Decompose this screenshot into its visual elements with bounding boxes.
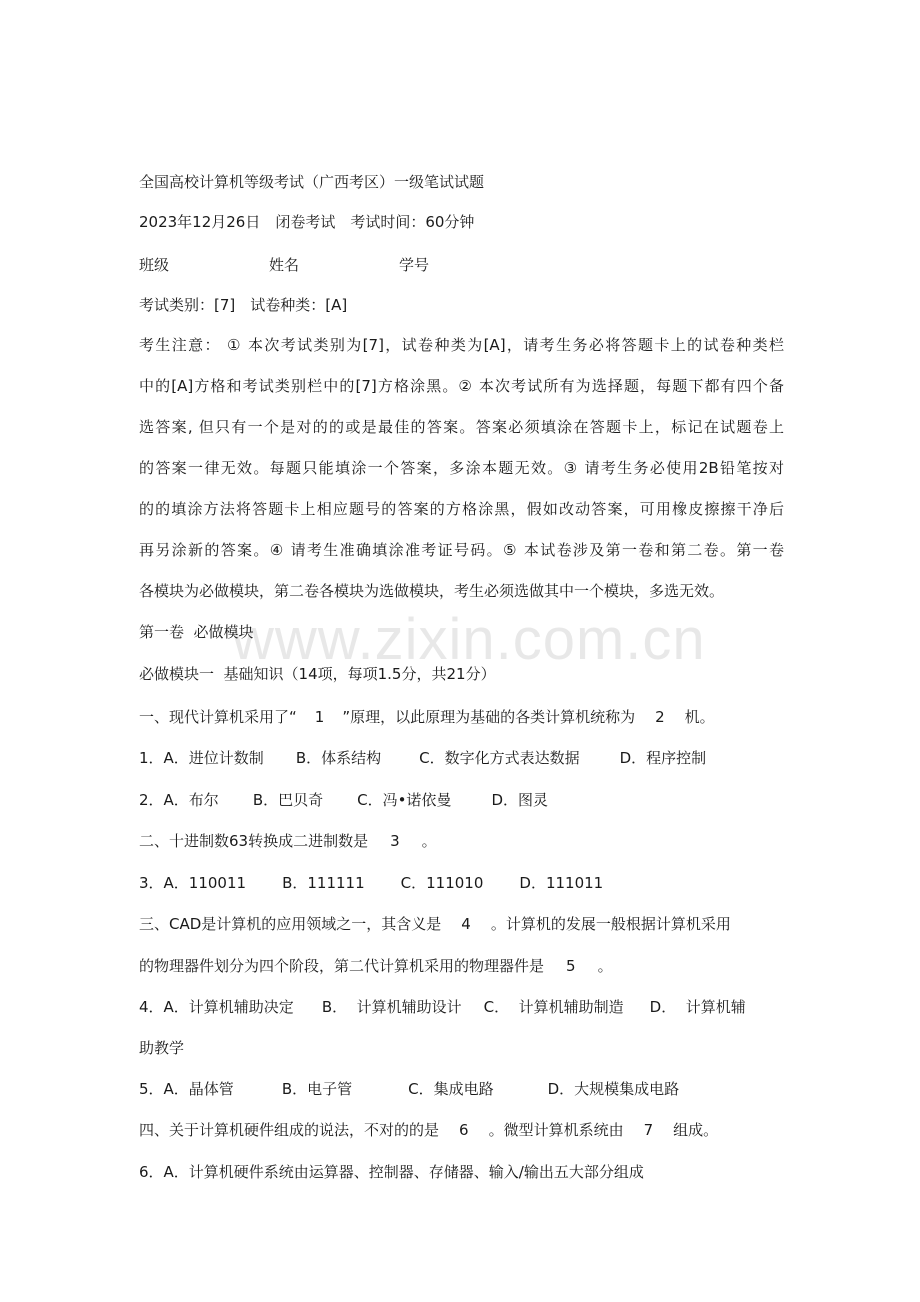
question-two: 二、十进制数63转换成二进制数是 3 。 (139, 832, 437, 850)
question-four: 四、关于计算机硬件组成的说法，不对的的是 6 。微型计算机系统由 7 组成。 (139, 1121, 719, 1139)
option: D． 计算机辅 (649, 998, 746, 1016)
option: 3．A．110011 (139, 874, 247, 892)
notice-line: 选答案, 但只有一个是对的的或是最佳的答案。答案必须填涂在答题卡上，标记在试题卷上 (139, 418, 784, 436)
blank-number: 1 (314, 708, 325, 726)
volume-heading: 第一卷 必做模块 (139, 623, 254, 641)
option: B．体系结构 (295, 749, 382, 767)
options-q3 (139, 872, 784, 894)
option: D．111011 (519, 874, 604, 892)
question-three-cont: 的物理器件划分为四个阶段，第二代计算机采用的物理器件是 5 。 (139, 957, 613, 975)
id-label: 学号 (399, 256, 430, 274)
blank-number: 4 (461, 915, 471, 933)
notice-line: 中的[A]方格和考试类别栏中的[7]方格涂黑。② 本次考试所有为选择题，每题下都有四个备 (139, 377, 784, 395)
options-q5 (139, 1078, 784, 1100)
options-q1 (139, 747, 784, 769)
student-info-line (139, 254, 784, 276)
option: C．数字化方式表达数据 (419, 749, 580, 767)
notice-line: 各模块为必做模块，第二卷各模块为选做模块，考生必须选做其中一个模块，多选无效。 (139, 582, 725, 600)
question-one: 一、现代计算机采用了“ 1 ”原理，以此原理为基础的各类计算机统称为 2 机。 (139, 708, 715, 726)
option: 2．A．布尔 (139, 791, 219, 809)
options-q4 (139, 996, 784, 1018)
option: B．电子管 (281, 1080, 353, 1098)
blank-number: 5 (566, 957, 576, 975)
watermark: www.zixin.com.cn (232, 607, 706, 672)
options-q2 (139, 789, 784, 811)
option: 4．A．计算机辅助决定 (139, 998, 294, 1016)
option: C． 计算机辅助制造 (483, 998, 624, 1016)
module-heading: 必做模块一 基础知识（14项，每项1.5分，共21分） (139, 665, 496, 683)
class-label: 班级 (139, 256, 170, 274)
notice-line: 考生注意： ① 本次考试类别为[7]，试卷种类为[A]，请考生务必将答题卡上的试卷种类栏 (139, 336, 784, 354)
name-label: 姓名 (269, 256, 300, 274)
option: B．巴贝奇 (252, 791, 324, 809)
notice-line: 再另涂新的答案。④ 请考生准确填涂准考证号码。⑤ 本试卷涉及第一卷和第二卷。第一卷 (139, 541, 784, 559)
notice-line: 的的填涂方法将答题卡上相应题号的答案的方格涂黑，假如改动答案，可用橡皮擦擦干净后 (139, 500, 784, 518)
option: C．111010 (400, 874, 484, 892)
option: D．图灵 (491, 791, 548, 809)
exam-date-line: 2023年12月26日 闭卷考试 考试时间：60分钟 (139, 213, 475, 231)
options-q4-cont: 助教学 (139, 1039, 185, 1057)
exam-title: 全国高校计算机等级考试（广西考区）一级笔试试题 (139, 173, 485, 191)
option: 5．A．晶体管 (139, 1080, 234, 1098)
question-three: 三、CAD是计算机的应用领域之一，其含义是 4 。计算机的发展一般根据计算机采用 (139, 915, 731, 933)
exam-type-line: 考试类别：[7] 试卷种类：[A] (139, 296, 348, 314)
blank-number: 6 (459, 1121, 469, 1139)
blank-number: 2 (655, 708, 665, 726)
blank-number: 3 (390, 832, 400, 850)
blank-number: 7 (643, 1121, 654, 1139)
option: B． 计算机辅助设计 (321, 998, 462, 1016)
options-q6: 6．A．计算机硬件系统由运算器、控制器、存储器、输入/输出五大部分组成 (139, 1163, 644, 1181)
option: C．冯•诺依曼 (357, 791, 452, 809)
option: C．集成电路 (408, 1080, 494, 1098)
option: D．大规模集成电路 (547, 1080, 680, 1098)
option: 1．A．进位计数制 (139, 749, 264, 767)
option: D．程序控制 (619, 749, 707, 767)
option: B．111111 (282, 874, 365, 892)
notice-line: 的答案一律无效。每题只能填涂一个答案，多涂本题无效。③ 请考生务必使用2B铅笔按对 (139, 459, 784, 477)
